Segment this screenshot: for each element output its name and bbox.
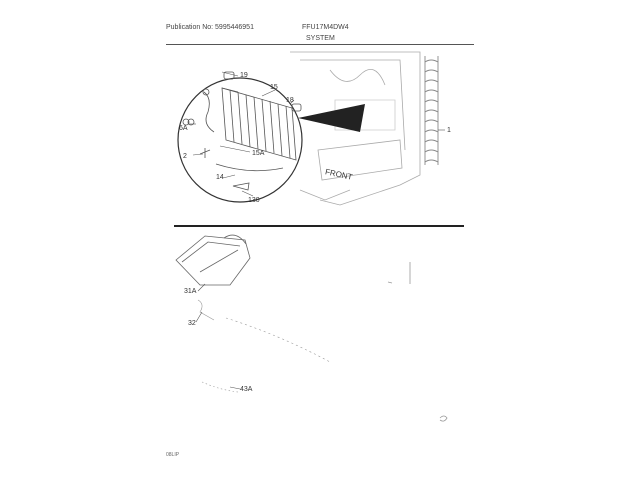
small-fragments bbox=[388, 262, 447, 421]
detail-circle bbox=[178, 78, 302, 202]
callout-14: 14 bbox=[216, 174, 224, 181]
callout-1: 1 bbox=[447, 127, 451, 134]
drain-tube bbox=[198, 300, 330, 392]
callout-32: 32 bbox=[188, 320, 196, 327]
footer-code: 08LIP bbox=[166, 452, 180, 458]
callout-6a: 6A bbox=[179, 125, 188, 132]
callout-15a: 15A bbox=[252, 150, 265, 157]
callout-130: 130 bbox=[248, 197, 260, 204]
callout-43a: 43A bbox=[240, 386, 253, 393]
section-title: SYSTEM bbox=[306, 35, 335, 42]
model-number: FFU17M4DW4 bbox=[302, 24, 349, 31]
publication-number: Publication No: 5995446951 bbox=[166, 24, 254, 31]
detail-pointer bbox=[298, 104, 365, 132]
callout-2: 2 bbox=[183, 153, 187, 160]
callout-15: 15 bbox=[270, 84, 278, 91]
condenser-coil bbox=[425, 56, 438, 165]
front-label: FRONT bbox=[324, 167, 354, 182]
section-divider bbox=[174, 225, 464, 227]
callout-18: 18 bbox=[286, 97, 294, 104]
bottom-leaders bbox=[196, 284, 240, 389]
drain-pan bbox=[176, 235, 250, 285]
callout-31a: 31A bbox=[184, 288, 197, 295]
callout-19: 19 bbox=[240, 72, 248, 79]
